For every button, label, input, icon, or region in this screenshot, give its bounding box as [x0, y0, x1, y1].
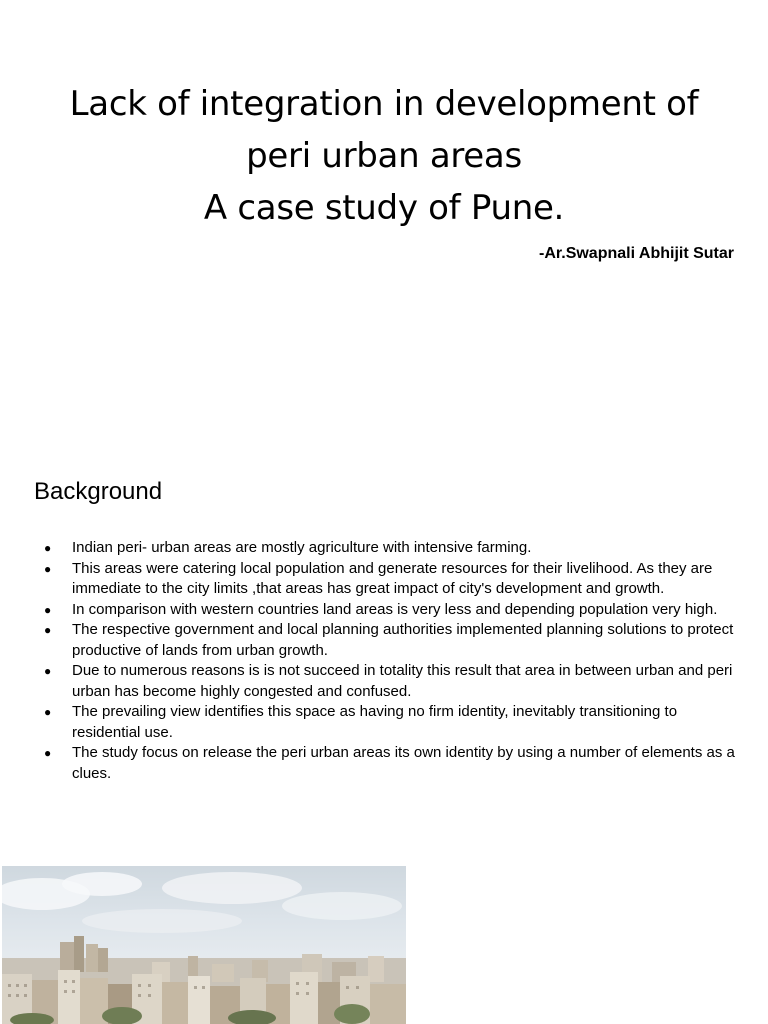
- background-bullet-list: [0, 538, 768, 784]
- bullet-icon: ●: [44, 541, 52, 555]
- bullet-text: Due to numerous reasons is is not succeed in totality this result that area in between urban and peri urban has become highly congested and confused.: [72, 662, 733, 700]
- bullet-item: [0, 600, 768, 621]
- section-heading-background: Background: [34, 478, 163, 505]
- bullet-icon: ●: [44, 602, 52, 617]
- bullet-item: [0, 620, 768, 661]
- title-line-2: peri urban areas: [246, 136, 522, 176]
- bullet-text: In comparison with western countries land areas is very less and depending population very high.: [72, 600, 718, 618]
- bullet-icon: ●: [44, 664, 52, 678]
- title-line-1: Lack of integration in development of: [69, 84, 699, 124]
- city-skyline-photo: [2, 866, 406, 1024]
- author-name: -Ar.Swapnali Abhijit Sutar: [539, 245, 734, 262]
- bullet-icon: ●: [44, 623, 52, 637]
- bullet-icon: ●: [44, 561, 52, 576]
- bullet-text: This areas were catering local population and generate resources for their livelihood. As they are immediate to the city limits ,that areas has great impact of city's development and growth.: [72, 559, 713, 597]
- bullet-icon: ●: [44, 746, 52, 760]
- bullet-text: The respective government and local planning authorities implemented planning solutions to protect productive of lands from urban growth.: [72, 621, 734, 659]
- page-title: [0, 78, 768, 234]
- title-line-3: A case study of Pune.: [203, 188, 565, 228]
- bullet-text: The study focus on release the peri urban areas its own identity by using a number of elements as a clues.: [72, 744, 735, 782]
- bullet-item: [0, 702, 768, 743]
- bullet-item: [0, 538, 768, 559]
- bullet-icon: ●: [44, 705, 52, 719]
- bullet-item: [0, 661, 768, 702]
- bullet-text: The prevailing view identifies this space as having no firm identity, inevitably transitioning to residential use.: [72, 703, 678, 741]
- bullet-item: [0, 743, 768, 784]
- bullet-text: Indian peri- urban areas are mostly agriculture with intensive farming.: [72, 539, 532, 556]
- bullet-item: [0, 559, 768, 600]
